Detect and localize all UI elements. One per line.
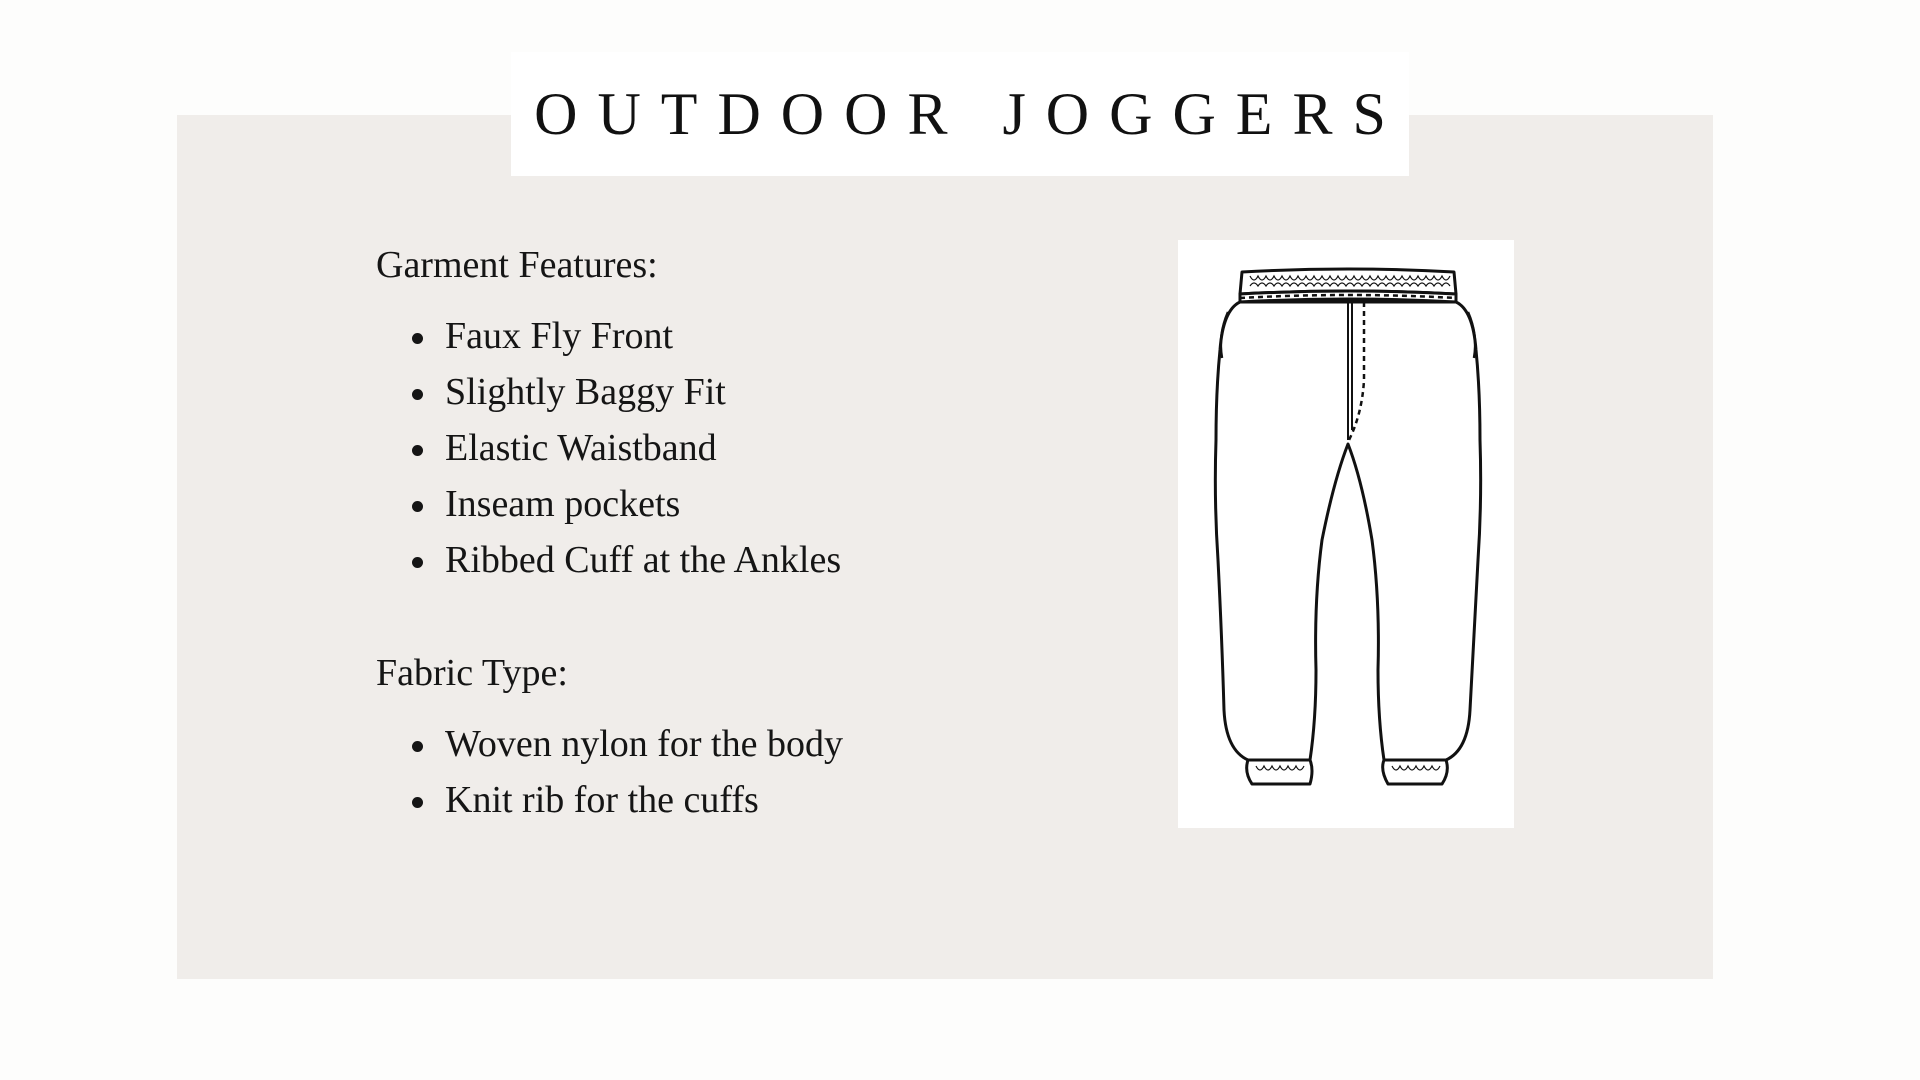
feature-text: Inseam pockets: [445, 483, 681, 525]
fabric-heading: Fabric Type:: [376, 652, 568, 694]
list-item: [376, 476, 1076, 532]
title-box: [511, 52, 1409, 176]
bullet-icon: [412, 389, 423, 400]
list-item: [376, 420, 1076, 476]
text-block: [376, 238, 1076, 828]
list-item: [376, 772, 1076, 828]
bullet-icon: [412, 333, 423, 344]
feature-text: Faux Fly Front: [445, 315, 674, 357]
list-item: [376, 364, 1076, 420]
bullet-icon: [412, 501, 423, 512]
list-item: [376, 532, 1076, 588]
features-heading: Garment Features:: [376, 244, 658, 286]
bullet-icon: [412, 797, 423, 808]
bullet-icon: [412, 741, 423, 752]
fabric-text: Knit rib for the cuffs: [445, 779, 759, 821]
fabric-list: [376, 716, 1076, 828]
feature-text: Ribbed Cuff at the Ankles: [445, 539, 842, 581]
feature-text: Elastic Waistband: [445, 427, 717, 469]
list-item: [376, 308, 1076, 364]
bullet-icon: [412, 557, 423, 568]
bullet-icon: [412, 445, 423, 456]
fabric-text: Woven nylon for the body: [445, 723, 843, 765]
feature-text: Slightly Baggy Fit: [445, 371, 726, 413]
list-item: [376, 716, 1076, 772]
features-list: [376, 308, 1076, 588]
section-spacer: [376, 588, 1076, 646]
page-title: OUTDOOR JOGGERS: [534, 80, 1406, 147]
jogger-pants-icon: [1178, 240, 1514, 828]
jogger-pants-illustration: [1178, 240, 1514, 828]
